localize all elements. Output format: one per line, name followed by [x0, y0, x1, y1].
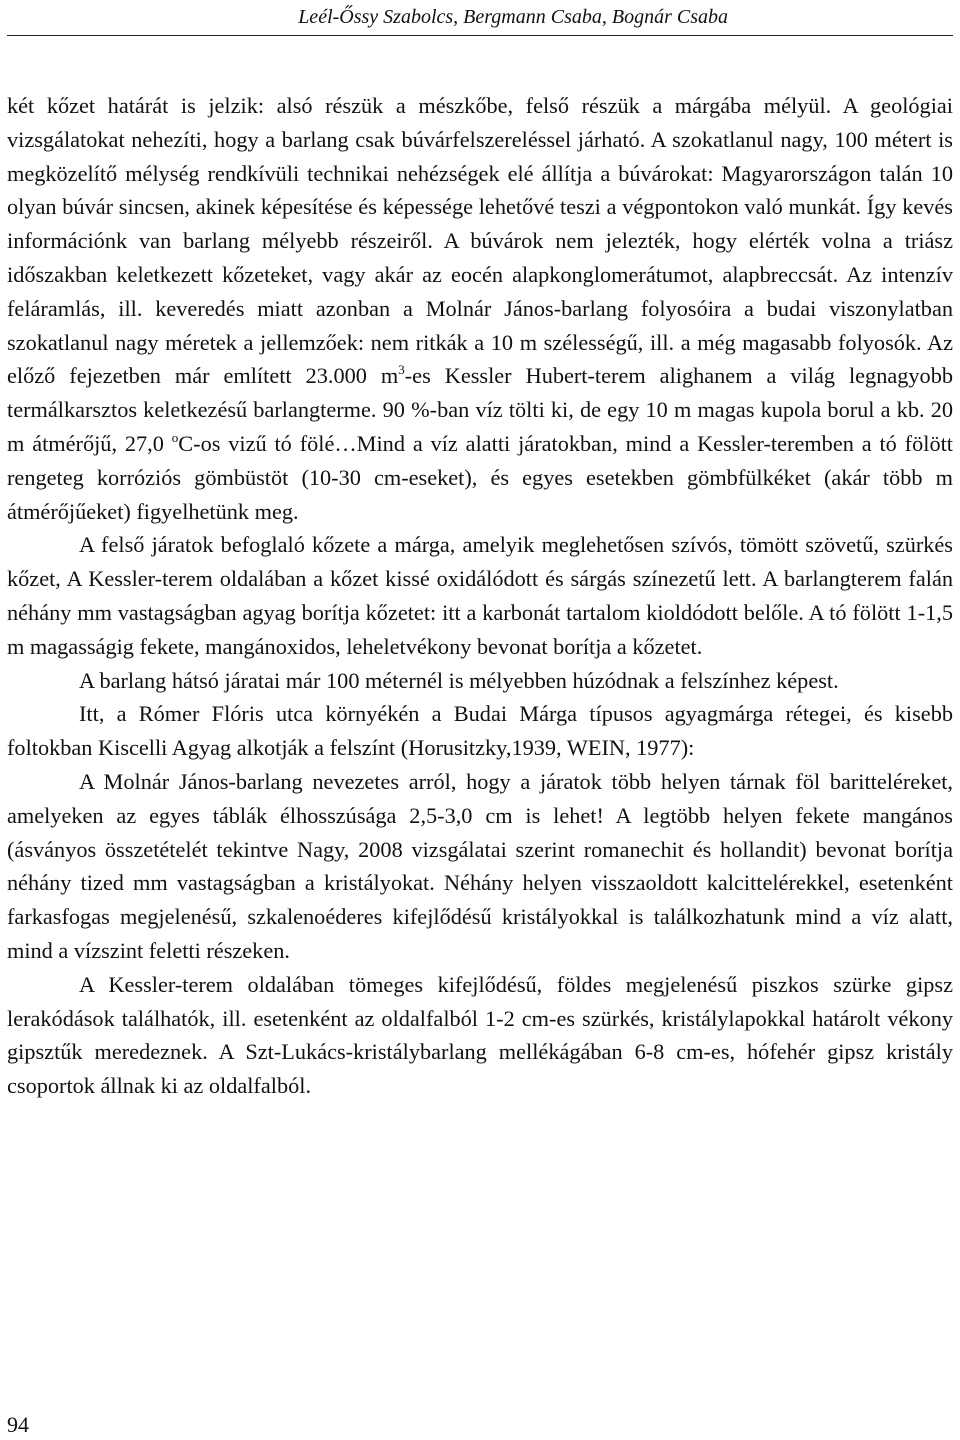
- paragraph-6: A Kessler-terem oldalában tömeges kifejlődésű, földes megjelenésű piszkos szürke gipsz lerakódások találhatók, ill. esetenként az oldalfalból 1-2 cm-es szürkés, kristálylapokkal határolt vékony gipsztűk meredeznek. A Szt-Lukács-kristálybarlang mellékágában 6-8 cm-es, hófehér gipsz kristály csoportok állnak ki az oldalfalból.: [7, 971, 953, 1099]
- superscript-degree: o: [171, 429, 179, 445]
- page-body: [7, 89, 953, 1103]
- paragraph-5: A Molnár János-barlang nevezetes arról, hogy a járatok több helyen tárnak föl baritteléreket, amelyeken az egyes táblák élhosszúsága 2,5-3,0 cm is lehet! A legtöbb helyen fekete mangános (ásványos összetételét tekintve Nagy, 2008 vizsgálatai szerint romanechit és hollandit) bevonat borítja néhány tized mm vastagságban a kristályokat. Néhány helyen visszaoldott kalcittelérekkel, esetenként farkasfogas megjelenésű, szkalenoéderes kifejlődésű kristályokkal is találkozhatunk mind a víz alatt, mind a vízszint feletti részeken.: [7, 768, 953, 963]
- paragraph-1-text-b: -es Kessler Hubert-terem alighanem a világ legnagyobb termálkarsztos keletkezésű barlangterme. 90 %-ban víz tölti ki, de egy 10 m magas kupola borul a kb. 20 m átmérőjű, 27,0: [7, 363, 953, 456]
- superscript-cubic: 3: [398, 362, 405, 378]
- running-header: Leél-Őssy Szabolcs, Bergmann Csaba, Bognár Csaba: [298, 6, 728, 28]
- paragraph-1: [7, 89, 953, 528]
- paragraph-2: A felső járatok befoglaló kőzete a márga, amelyik meglehetősen szívós, tömött szövetű, szürkés kőzet, A Kessler-terem oldalában a kőzet kissé oxidálódott és sárgás színezetű lett. A barlangterem falán néhány mm vastagságban agyag borítja kőzetet: itt a karbonát tartalom kioldódott belőle. A tó fölött 1-1,5 m magasságig fekete, mangánoxidos, leheletvékony bevonat borítja a kőzetet.: [7, 532, 953, 659]
- paragraph-1-text-a: két kőzet határát is jelzik: alsó részük a mészkőbe, felső részük a márgába mélyül. A geológiai vizsgálatokat nehezíti, hogy a barlang csak búvárfelszereléssel járható. A szokatlanul nagy, 100 métert is megközelítő mélység rendkívüli technikai nehézségek elé állítja a búvárokat: Magyarországon talán 10 olyan búvár sincsen, akinek képesítése és képessége lehetővé teszi a végpontokon való munkát. Így kevés információnk van barlang mélyebb részeiről. A búvárok nem jelezték, hogy elérték volna a triász időszakban keletkezett kőzeteket, vagy akár az eocén alapkonglomerátumot, alapbreccsát. Az intenzív feláramlás, ill. keveredés miatt azonban a Molnár János-barlang folyosóira a budai viszonylatban szokatlanul nagy méretek a jellemzőek: nem ritkák a 10 m szélességű, ill. a még magasabb folyosók. Az előző fejezetben már említett 23.000 m: [7, 93, 953, 389]
- paragraph-4: Itt, a Rómer Flóris utca környékén a Budai Márga típusos agyagmárga rétegei, és kisebb foltokban Kiscelli Agyag alkotják a felszínt (Horusitzky,1939, WEIN, 1977):: [7, 701, 953, 761]
- page-number: 94: [7, 1412, 29, 1437]
- header-divider: [7, 35, 953, 36]
- paragraph-1-text-c: C-os vizű tó fölé…Mind a víz alatti járatokban, mind a Kessler-teremben a tó fölött rengeteg korróziós gömbüstöt (10-30 cm-eseket), és egyes esetekben gömbfülkéket (akár több m átmérőjűeket) figyelhetünk meg.: [7, 430, 953, 524]
- paragraph-3: A barlang hátsó járatai már 100 méternél is mélyebben húzódnak a felszínhez képest.: [79, 667, 839, 693]
